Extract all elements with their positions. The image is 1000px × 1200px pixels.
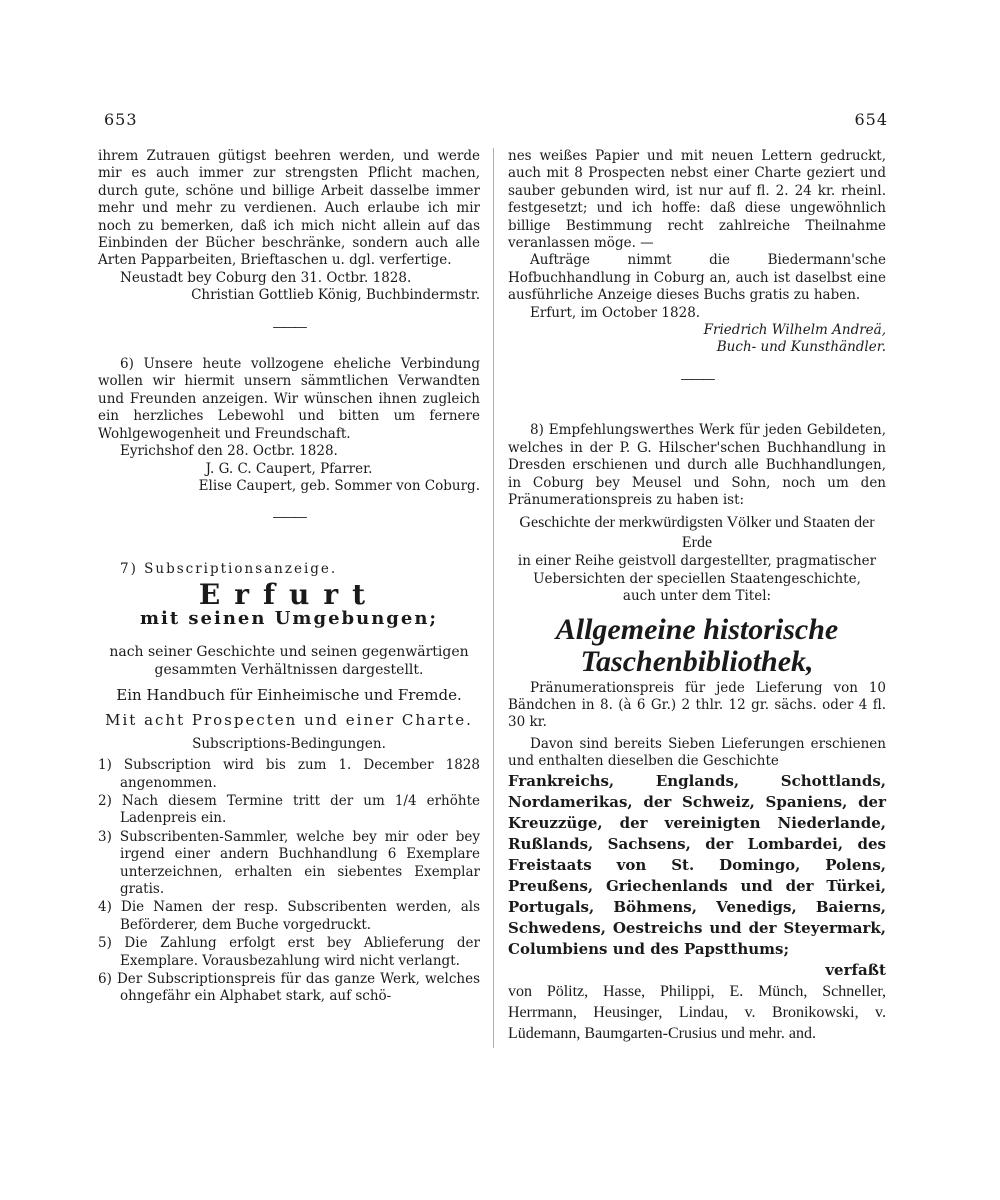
- condition-item: 1) Subscription wird bis zum 1. December 1828 angenommen.: [98, 757, 480, 791]
- separator: ———: [272, 319, 306, 335]
- place-date: Neustadt bey Coburg den 31. Octbr. 1828.: [120, 269, 412, 286]
- signature: Elise Caupert, geb. Sommer von Coburg.: [198, 477, 480, 494]
- separator: ———: [272, 510, 306, 526]
- price: Pränumerationspreis für jede Lieferung von 10 Bändchen in 8. (à 6 Gr.) 2 thlr. 12 gr. sächs. oder 4 fl. 30 kr.: [508, 679, 886, 731]
- book-subtitle: in einer Reihe geistvoll dargestellter, pragmatischer Uebersichten der speciellen Staatengeschichte,: [517, 553, 877, 587]
- book-title: Geschichte der merkwürdigsten Völker und Staaten der Erde: [519, 514, 875, 552]
- body-paragraph: nes weißes Papier und mit neuen Lettern gedruckt, auch mit 8 Prospecten nebst einer Charte geziert und sauber gebunden wird, ist nur auf fl. 2. 24 kr. rheinl. festgesetzt; und ich hoffe: daß diese ungewöhnlich billige Bestimmung recht zahlreiche Theilnahme veranlassen möge. —: [508, 148, 886, 252]
- book-title-alt: Allgemeine historische Taschenbibliothek,: [555, 612, 839, 678]
- announcement-subtitle: mit seinen Umgebungen;: [139, 607, 439, 629]
- authors-lead: verfaßt: [825, 960, 886, 979]
- left-column: [98, 148, 480, 1007]
- page-number-right: 654: [854, 110, 888, 129]
- signature: Friedrich Wilhelm Andreä,: [703, 322, 886, 339]
- announcement-handbook: Ein Handbuch für Einheimische und Fremde.: [116, 685, 462, 704]
- signature: J. G. C. Caupert, Pfarrer.: [205, 460, 373, 477]
- announcement-6: 6) Unsere heute vollzogene eheliche Verbindung wollen wir hiermit unsern sämmtlichen Verwandten und Freunden anzeigen. Wir wünschen ihnen zugleich ein herzliches Lebewohl und bitten um fernere Wohlgewogenheit und Freundschaft.: [98, 356, 480, 442]
- separator: ———: [680, 371, 714, 387]
- body-paragraph: ihrem Zutrauen gütigst beehren werden, und werde mir es auch immer zur strengsten Pflicht machen, durch gute, schöne und billige Arbeit dasselbe immer mehr und mehr zu verdienen. Auch erlaube ich mir noch zu bemerken, daß ich mich nicht allein auf das Einbinden der Bücher beschränke, sondern auch alle Arten Papparbeiten, Brieftaschen u. dgl. verfertige.: [98, 148, 480, 269]
- announcement-title: Erfurt: [198, 578, 380, 612]
- condition-item: 2) Nach diesem Termine tritt der um 1/4 erhöhte Ladenpreis ein.: [98, 792, 480, 827]
- place-date: Erfurt, im October 1828.: [530, 304, 701, 321]
- signature: Buch- und Kunsthändler.: [716, 339, 886, 356]
- conditions-heading: Subscriptions-Bedingungen.: [192, 735, 386, 752]
- announcement-description: nach seiner Geschichte und seinen gegenwärtigen gesammten Verhältnissen dargestellt.: [109, 643, 469, 678]
- signature: Christian Gottlieb König, Buchbindermstr.: [191, 287, 480, 304]
- announcement-heading: 7) Subscriptionsanzeige.: [120, 560, 338, 577]
- condition-item: 6) Der Subscriptionspreis für das ganze Werk, welches ohngefähr ein Alphabet stark, auf schö-: [98, 971, 480, 1005]
- condition-item: 4) Die Namen der resp. Subscribenten werden, als Beförderer, dem Buche vorgedruckt.: [98, 899, 480, 933]
- page-number-left: 653: [104, 110, 138, 129]
- body-paragraph: Aufträge nimmt die Biedermann'sche Hofbuchhandlung in Coburg an, auch ist daselbst eine ausführliche Anzeige dieses Buchs gratis zu haben.: [508, 252, 886, 304]
- authors-list: von Pölitz, Hasse, Philippi, E. Münch, Schneller, Herrmann, Heusinger, Lindau, v. Bronikowski, v. Lüdemann, Baumgarten-Crusius und mehr. and.: [508, 982, 886, 1042]
- announcement-prospects: Mit acht Prospecten und einer Charte.: [105, 711, 473, 730]
- book-alt-title-lead: auch unter dem Titel:: [622, 588, 772, 605]
- gutter-divider: [493, 148, 494, 1048]
- book-spread: [98, 100, 888, 1110]
- condition-item: 3) Subscribenten-Sammler, welche bey mir oder bey irgend einer andern Buchhandlung 6 Exemplare unterzeichnen, erhalten ein siebentes Exemplar gratis.: [98, 828, 480, 897]
- announcement-8: 8) Empfehlungswerthes Werk für jeden Gebildeten, welches in der P. G. Hilscher'schen Buchhandlung in Dresden erschienen und durch alle Buchhandlungen, in Coburg bey Meusel und Sohn, noch um den Pränumerationspreis zu haben ist:: [508, 422, 886, 508]
- condition-item: 5) Die Zahlung erfolgt erst bey Ablieferung der Exemplare. Vorausbezahlung wird nicht verlangt.: [98, 935, 480, 969]
- country-list: Frankreichs, Englands, Schottlands, Nordamerikas, der Schweiz, Spaniens, der Kreuzzüge, der vereinigten Niederlande, Rußlands, Sachsens, der Lombardei, des Freistaats von St. Domingo, Polens, Preußens, Griechenlands und der Türkei, Portugals, Böhmens, Venedigs, Baierns, Schwedens, Oestreichs und der Steyermark, Columbiens und des Papstthums;: [508, 771, 886, 958]
- right-column: [508, 148, 886, 1044]
- body-paragraph: Davon sind bereits Sieben Lieferungen erschienen und enthalten dieselben die Geschichte: [508, 735, 886, 770]
- place-date: Eyrichshof den 28. Octbr. 1828.: [120, 443, 338, 460]
